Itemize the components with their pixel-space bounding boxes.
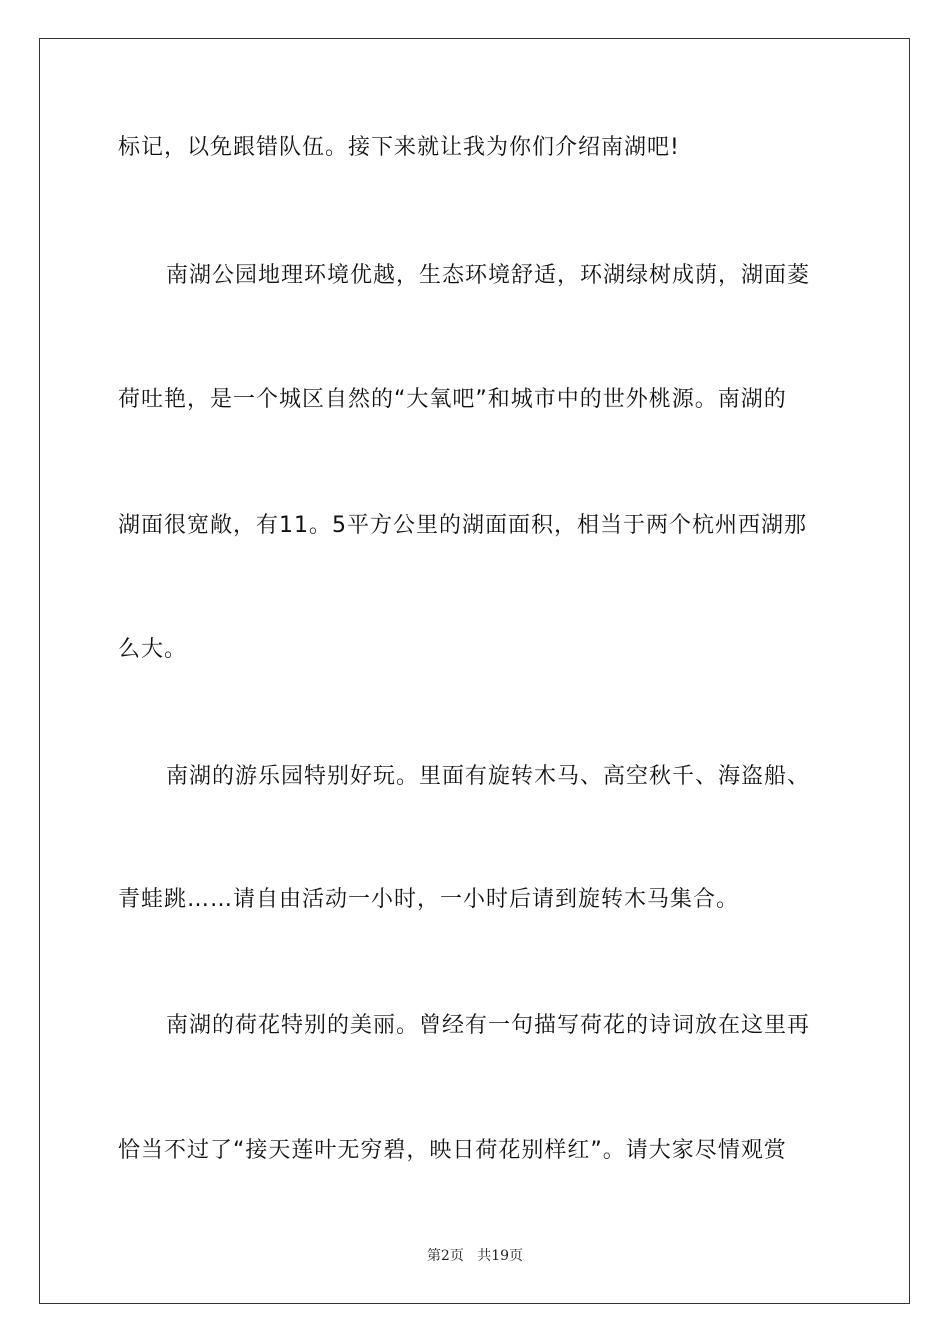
page-number: 第2页 — [426, 1248, 464, 1264]
paragraph-line: 么大。 — [118, 637, 188, 662]
paragraph-line: 恰当不过了“接天莲叶无穷碧，映日荷花别样红”。请大家尽情观赏 — [118, 1138, 787, 1163]
page-total: 共19页 — [477, 1248, 524, 1264]
page-frame — [39, 38, 910, 1304]
page-footer — [0, 1247, 950, 1265]
paragraph-line: 南湖的荷花特别的美丽。曾经有一句描写荷花的诗词放在这里再 — [166, 1013, 811, 1038]
paragraph-line: 青蛙跳……请自由活动一小时，一小时后请到旋转木马集合。 — [118, 887, 740, 912]
paragraph-line: 标记，以免跟错队伍。接下来就让我为你们介绍南湖吧! — [118, 135, 680, 160]
paragraph-line: 南湖的游乐园特别好玩。里面有旋转木马、高空秋千、海盗船、 — [166, 764, 811, 789]
paragraph-line: 南湖公园地理环境优越，生态环境舒适，环湖绿树成荫，湖面菱 — [166, 263, 811, 288]
paragraph-line: 荷吐艳，是一个城区自然的“大氧吧”和城市中的世外桃源。南湖的 — [118, 387, 787, 412]
paragraph-line: 湖面很宽敞，有11。5平方公里的湖面面积，相当于两个杭州西湖那 — [118, 513, 807, 538]
